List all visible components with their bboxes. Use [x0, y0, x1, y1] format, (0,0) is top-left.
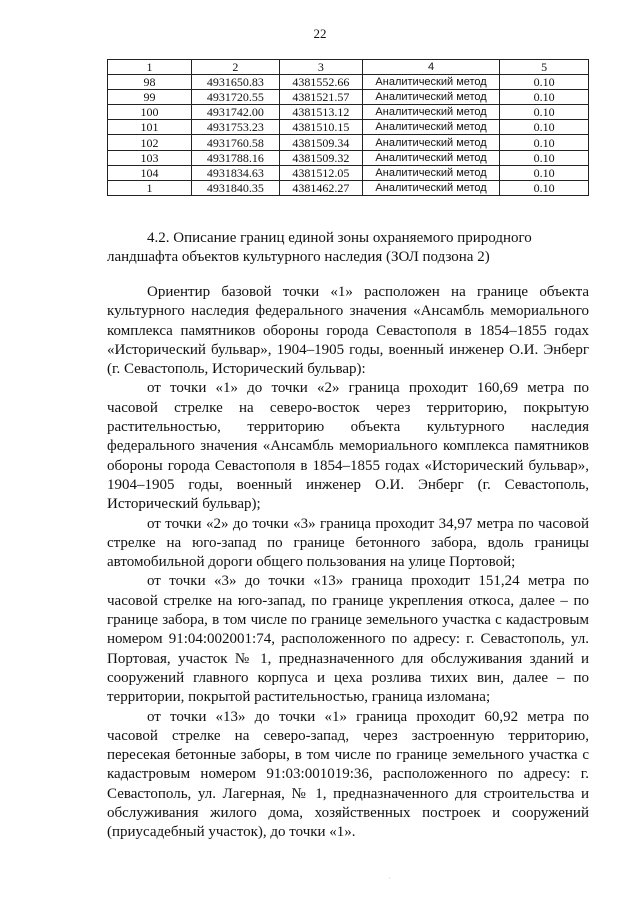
scan-speck: ·	[388, 874, 391, 883]
table-cell: 0.10	[500, 180, 589, 195]
table-cell: 4381509.32	[279, 150, 362, 165]
coordinates-table	[107, 59, 589, 196]
table-cell: 0.10	[500, 105, 589, 120]
table-header-row	[108, 60, 589, 75]
table-cell: Аналитический метод	[362, 165, 499, 180]
table-cell: Аналитический метод	[362, 90, 499, 105]
table-cell: Аналитический метод	[362, 75, 499, 90]
table-cell: 4931650.83	[191, 75, 279, 90]
table-row	[108, 165, 589, 180]
table-row	[108, 135, 589, 150]
table-cell: 4381512.05	[279, 165, 362, 180]
table-cell: 0.10	[500, 165, 589, 180]
column-header: 3	[279, 60, 362, 75]
table-cell: 98	[108, 75, 192, 90]
table-cell: 100	[108, 105, 192, 120]
body-text	[107, 283, 589, 843]
table-cell: 4931834.63	[191, 165, 279, 180]
table-row	[108, 75, 589, 90]
table-cell: 1	[108, 180, 192, 195]
section-heading: 4.2. Описание границ единой зоны охраняемого природного ландшафта объектов культурного наследия (ЗОЛ подзона 2)	[107, 230, 532, 266]
table-cell: Аналитический метод	[362, 105, 499, 120]
table-cell: 4931788.16	[191, 150, 279, 165]
paragraph: от точки «2» до точки «3» граница проходит 34,97 метра по часовой стрелке на юго-запад по границе бетонного забора, вдоль границы автомобильной дороги общего пользования на улице Портовой;	[107, 515, 589, 571]
table-cell: 4381510.15	[279, 120, 362, 135]
table-cell: Аналитический метод	[362, 150, 499, 165]
table-cell: Аналитический метод	[362, 180, 499, 195]
table-cell: 4931753.23	[191, 120, 279, 135]
table-cell: 4931840.35	[191, 180, 279, 195]
table-cell: 0.10	[500, 150, 589, 165]
column-header: 4	[362, 60, 499, 75]
table-cell: 104	[108, 165, 192, 180]
table-row	[108, 150, 589, 165]
table-row	[108, 180, 589, 195]
table-cell: Аналитический метод	[362, 120, 499, 135]
table-cell: 4931720.55	[191, 90, 279, 105]
column-header: 2	[191, 60, 279, 75]
table-row	[108, 90, 589, 105]
table-cell: 0.10	[500, 135, 589, 150]
table-cell: 99	[108, 90, 192, 105]
table-cell: 4381552.66	[279, 75, 362, 90]
page-number: 22	[313, 26, 327, 41]
column-header: 1	[108, 60, 192, 75]
table-cell: 101	[108, 120, 192, 135]
paragraph: от точки «13» до точки «1» граница проходит 60,92 метра по часовой стрелке на северо-запад, через застроенную территорию, пересекая бетонные заборы, в том числе по границе земельного участка с кадастровым номером 91:03:001019:36, расположенного по адресу: г. Севастополь, ул. Лагерная, № 1, предназначенного для строительства и обслуживания жилого дома, хозяйственных построек и сооружений (приусадебный участок), до точки «1».	[107, 708, 589, 841]
table-cell: 4381509.34	[279, 135, 362, 150]
table-row	[108, 120, 589, 135]
table-row	[108, 105, 589, 120]
table-cell: 103	[108, 150, 192, 165]
column-header: 5	[500, 60, 589, 75]
paragraph: Ориентир базовой точки «1» расположен на границе объекта культурного наследия федерального значения «Ансамбль мемориального комплекса памятников обороны города Севастополя в 1854–1855 годах «Исторический бульвар», 1904–1905 годы, военный инженер О.И. Энберг (г. Севастополь, Исторический бульвар):	[107, 284, 589, 378]
table-cell: 4381462.27	[279, 180, 362, 195]
table-cell: 0.10	[500, 120, 589, 135]
table-cell: 4931742.00	[191, 105, 279, 120]
table-cell: 4381521.57	[279, 90, 362, 105]
table-cell: Аналитический метод	[362, 135, 499, 150]
table-cell: 0.10	[500, 90, 589, 105]
table-cell: 102	[108, 135, 192, 150]
table-cell: 4931760.58	[191, 135, 279, 150]
table-cell: 0.10	[500, 75, 589, 90]
paragraph: от точки «1» до точки «2» граница проходит 160,69 метра по часовой стрелке на северо-восток через территорию, покрытую растительностью, территорию объекта культурного наследия федерального значения «Ансамбль мемориального комплекса памятников обороны города Севастополя в 1854–1855 годах «Исторический бульвар», 1904–1905 годы, военный инженер О.И. Энберг (г. Севастополь, Исторический бульвар);	[107, 380, 589, 513]
table-cell: 4381513.12	[279, 105, 362, 120]
paragraph: от точки «3» до точки «13» граница проходит 151,24 метра по часовой стрелке на юго-запад, по границе укрепления откоса, далее – по границе забора, в том числе по границе земельного участка с кадастровым номером 91:04:002001:74, расположенного по адресу: г. Севастополь, ул. Портовая, участок № 1, предназначенного для обслуживания зданий и сооружений главного корпуса и цеха розлива тихих вин, далее – по территории, покрытой растительностью, граница изломана;	[107, 573, 589, 706]
